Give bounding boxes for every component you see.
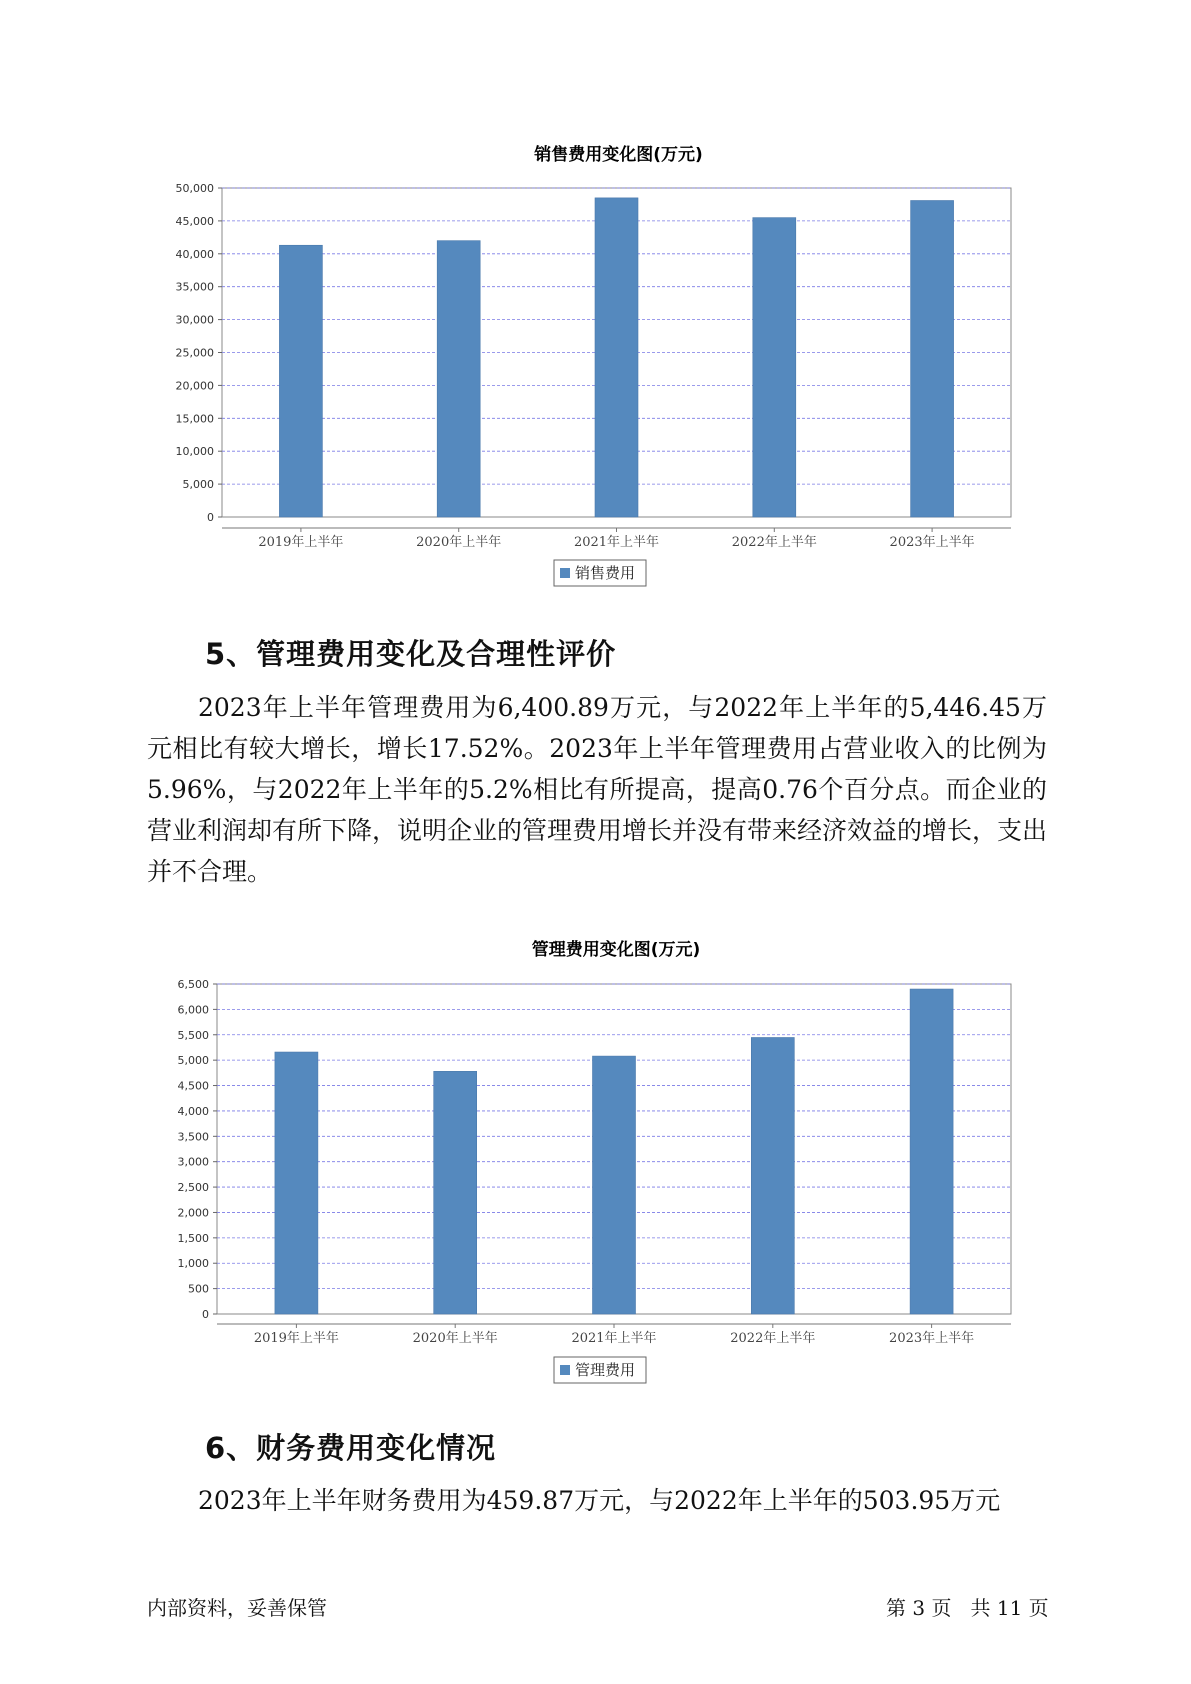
y-tick-label: 30,000 xyxy=(175,313,214,327)
y-tick-label: 5,000 xyxy=(177,1054,209,1068)
section-5-paragraph: 2023年上半年管理费用为6,400.89万元，与2022年上半年的5,446.45万元相比有较大增长，增长17.52%。2023年上半年管理费用占营业收入的比例为5.96%，与2022年上半年的5.2%相比有所提高，提高0.76个百分点。而企业的营业利润却有所下降，说明企业的管理费用增长并没有带来经济效益的增长，支出并不合理。 xyxy=(147,693,1048,886)
footer-confidential-note: 内部资料，妥善保管 xyxy=(147,1596,327,1620)
y-tick-label: 4,500 xyxy=(177,1079,209,1093)
y-tick-label: 15,000 xyxy=(175,412,214,426)
y-tick-label: 1,000 xyxy=(177,1257,209,1271)
x-tick-label: 2020年上半年 xyxy=(416,535,502,550)
y-tick-label: 5,000 xyxy=(182,478,214,492)
section-6-paragraph: 2023年上半年财务费用为459.87万元，与2022年上半年的503.95万元 xyxy=(198,1486,1001,1515)
y-tick-label: 6,500 xyxy=(177,978,209,991)
y-tick-label: 3,500 xyxy=(177,1130,209,1144)
y-tick-label: 10,000 xyxy=(175,445,214,459)
x-tick-label: 2021年上半年 xyxy=(573,535,660,550)
x-tick-label: 2022年上半年 xyxy=(730,1331,816,1346)
x-tick-label: 2019年上半年 xyxy=(253,1331,339,1346)
section-5-heading: 5、管理费用变化及合理性评价 xyxy=(205,637,617,671)
y-tick-label: 5,500 xyxy=(177,1028,209,1042)
y-tick-label: 45,000 xyxy=(175,214,214,228)
x-tick-label: 2023年上半年 xyxy=(889,535,975,550)
x-tick-label: 2023年上半年 xyxy=(889,1331,975,1346)
y-tick-label: 6,000 xyxy=(177,1003,209,1017)
y-tick-label: 20,000 xyxy=(175,379,214,393)
section-6-heading: 6、财务费用变化情况 xyxy=(205,1431,497,1465)
y-tick-label: 40,000 xyxy=(175,247,214,261)
legend-label: 销售费用 xyxy=(575,564,636,582)
y-tick-label: 1,500 xyxy=(177,1231,209,1245)
bar xyxy=(275,1052,318,1314)
y-tick-label: 50,000 xyxy=(175,182,214,195)
y-tick-label: 0 xyxy=(202,1308,209,1321)
y-tick-label: 4,000 xyxy=(177,1104,209,1118)
x-tick-label: 2019年上半年 xyxy=(258,535,344,550)
y-tick-label: 2,500 xyxy=(177,1181,209,1195)
bar xyxy=(751,1037,794,1314)
y-tick-label: 3,000 xyxy=(177,1155,209,1169)
x-tick-label: 2021年上半年 xyxy=(571,1331,657,1346)
bar xyxy=(593,1056,636,1314)
chart-title: 管理费用变化图(万元) xyxy=(531,940,701,960)
y-tick-label: 500 xyxy=(188,1282,209,1296)
chart-title: 销售费用变化图(万元) xyxy=(534,145,703,165)
y-tick-label: 25,000 xyxy=(175,346,214,360)
x-tick-label: 2020年上半年 xyxy=(412,1331,498,1346)
y-tick-label: 35,000 xyxy=(175,280,214,294)
y-tick-label: 2,000 xyxy=(177,1206,209,1220)
bar xyxy=(434,1071,477,1314)
legend-swatch xyxy=(560,1365,570,1375)
footer-page-number: 第 3 页 共 11 页 xyxy=(886,1596,1049,1620)
legend-label: 管理费用 xyxy=(575,1361,636,1379)
x-tick-label: 2022年上半年 xyxy=(731,535,817,550)
bar xyxy=(910,989,953,1314)
y-tick-label: 0 xyxy=(207,511,214,524)
